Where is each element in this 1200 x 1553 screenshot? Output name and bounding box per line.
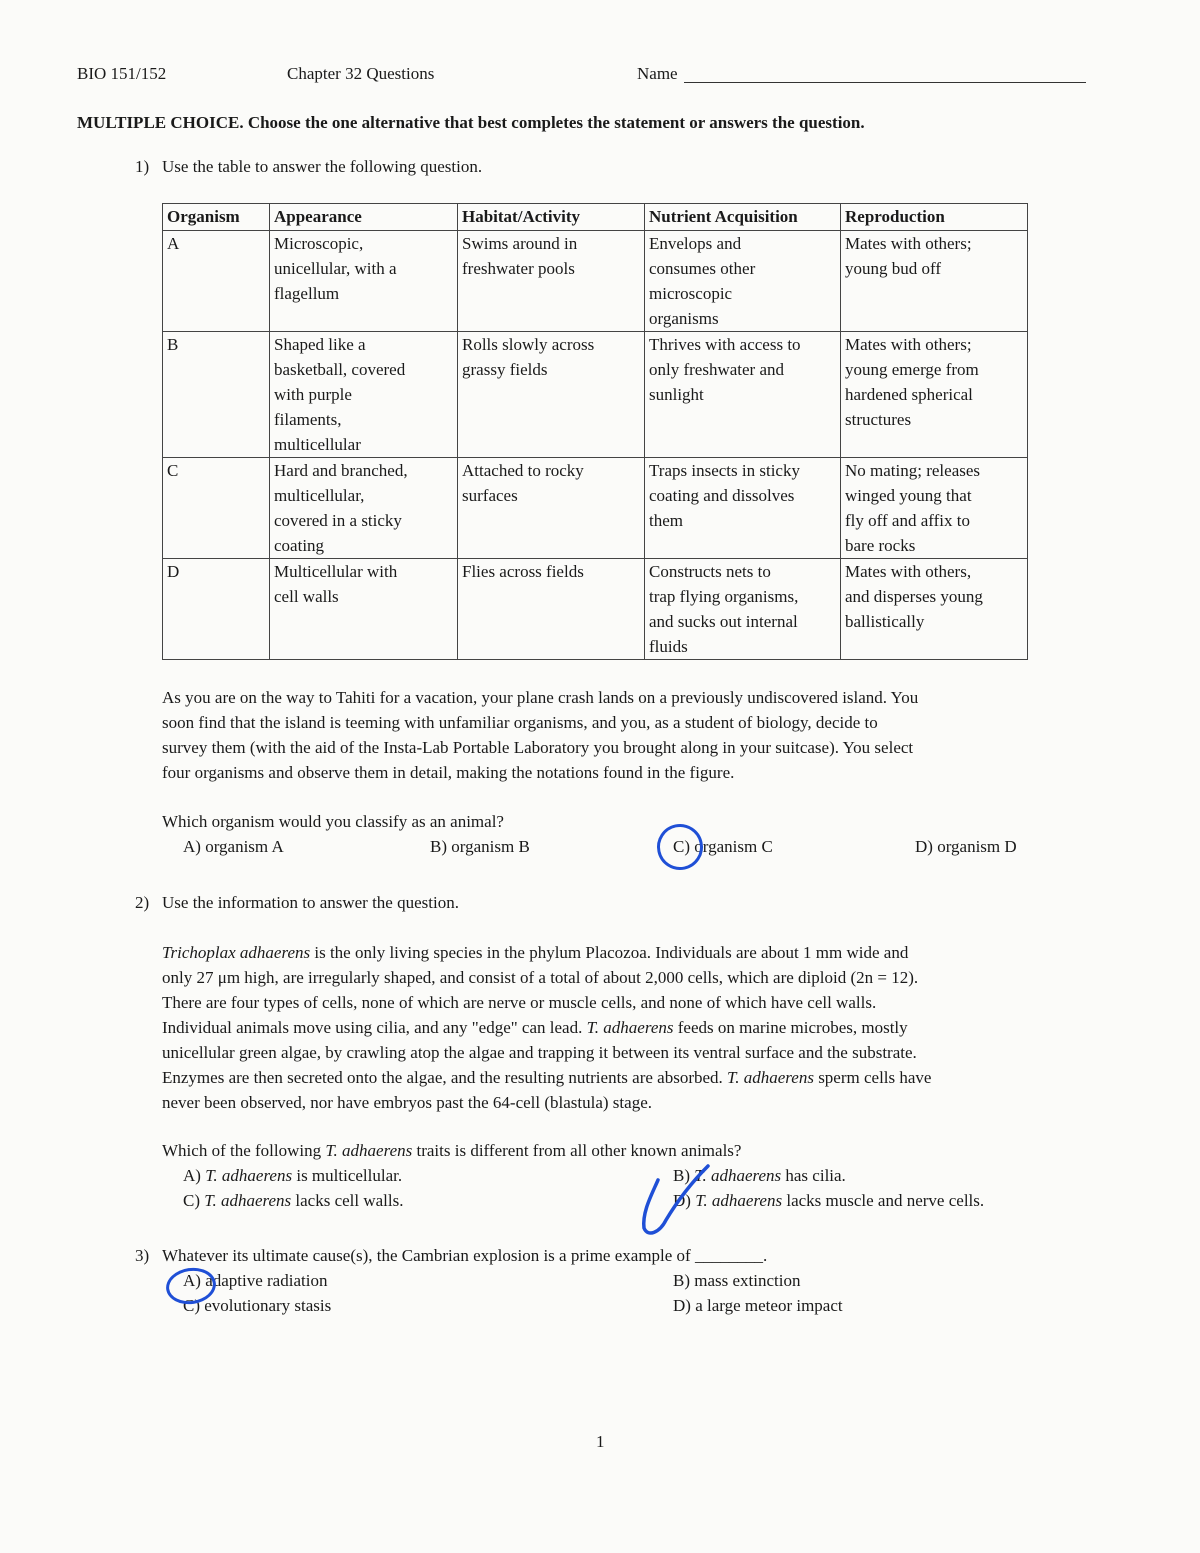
species-name: T. adhaerens	[204, 1191, 292, 1210]
option-letter: B)	[673, 1166, 695, 1185]
question-text: traits is different from all other known animals?	[412, 1141, 742, 1160]
q2-question	[162, 1141, 741, 1161]
table-cell: Thrives with access to only freshwater and sunlight	[645, 332, 841, 458]
table-cell: Microscopic, unicellular, with a flagellum	[270, 231, 458, 332]
passage-text: sperm cells have	[813, 1068, 932, 1087]
option-letter: C)	[183, 1191, 205, 1210]
table-cell: Mates with others; young emerge from hardened spherical structures	[841, 332, 1028, 458]
passage-line: unicellular green algae, by crawling atop the algae and trapping it between its ventral surface and the substrate.	[162, 1043, 917, 1062]
table-header-cell: Appearance	[270, 204, 458, 231]
species-name: T. adhaerens	[586, 1018, 674, 1037]
scenario-line: As you are on the way to Tahiti for a vacation, your plane crash lands on a previously undiscovered island. You	[162, 688, 919, 707]
scenario-line: four organisms and observe them in detail, making the notations found in the figure.	[162, 763, 735, 782]
instructions: MULTIPLE CHOICE. Choose the one alternative that best completes the statement or answers the question.	[77, 113, 865, 132]
question-text: Which of the following	[162, 1141, 326, 1160]
table-header-cell: Habitat/Activity	[458, 204, 645, 231]
q1-question: Which organism would you classify as an animal?	[162, 812, 504, 831]
species-name: Trichoplax adhaerens	[162, 943, 311, 962]
table-header-row	[163, 204, 1028, 231]
option-text: is multicellular.	[292, 1166, 403, 1185]
table-cell: Hard and branched, multicellular, covered in a sticky coating	[270, 458, 458, 559]
name-label: Name	[637, 64, 678, 83]
table-cell: Mates with others; young bud off	[841, 231, 1028, 332]
passage-line: never been observed, nor have embryos past the 64-cell (blastula) stage.	[162, 1093, 652, 1112]
table-header-cell: Reproduction	[841, 204, 1028, 231]
passage-line	[162, 940, 1112, 965]
q2-option-a[interactable]	[183, 1166, 402, 1186]
species-name: T. adhaerens	[695, 1191, 783, 1210]
table-cell: Envelops and consumes other microscopic organisms	[645, 231, 841, 332]
passage-line	[162, 1015, 1112, 1040]
q3-option-b[interactable]: B) mass extinction	[673, 1271, 801, 1290]
option-text: lacks cell walls.	[291, 1191, 404, 1210]
passage-text: feeds on marine microbes, mostly	[673, 1018, 908, 1037]
table-cell: Attached to rocky surfaces	[458, 458, 645, 559]
scenario-line: soon find that the island is teeming with unfamiliar organisms, and you, as a student of biology, decide to	[162, 713, 878, 732]
q2-prompt: Use the information to answer the question.	[162, 893, 459, 912]
table-cell: Rolls slowly across grassy fields	[458, 332, 645, 458]
q1-option-c[interactable]: C) organism C	[673, 837, 773, 856]
q1-number: 1)	[135, 157, 150, 176]
option-letter: D)	[673, 1191, 696, 1210]
passage-text: Individual animals move using cilia, and any "edge" can lead.	[162, 1018, 587, 1037]
table-cell: C	[163, 458, 270, 559]
q3-question: Whatever its ultimate cause(s), the Cambrian explosion is a prime example of ________.	[162, 1246, 768, 1265]
table-cell: B	[163, 332, 270, 458]
q3-option-c[interactable]: C) evolutionary stasis	[183, 1296, 332, 1315]
q2-number: 2)	[135, 893, 150, 912]
q1-option-d[interactable]: D) organism D	[915, 837, 1017, 856]
table-cell: Flies across fields	[458, 559, 645, 660]
q1-scenario	[162, 685, 1112, 785]
q1-option-b[interactable]: B) organism B	[430, 837, 530, 856]
answer-check-mark	[630, 1160, 720, 1245]
q2-passage	[162, 940, 1112, 1115]
option-text: has cilia.	[781, 1166, 846, 1185]
table-cell: Constructs nets to trap flying organisms, and sucks out internal fluids	[645, 559, 841, 660]
chapter-label: Chapter 32 Questions	[287, 64, 435, 83]
table-row	[163, 332, 1028, 458]
table-cell: Traps insects in sticky coating and dissolves them	[645, 458, 841, 559]
q3-option-d[interactable]: D) a large meteor impact	[673, 1296, 843, 1315]
table-header-cell: Organism	[163, 204, 270, 231]
option-text: lacks muscle and nerve cells.	[782, 1191, 985, 1210]
name-blank-line	[684, 82, 1086, 83]
table-cell: Shaped like a basketball, covered with purple filaments, multicellular	[270, 332, 458, 458]
scenario-line: survey them (with the aid of the Insta-Lab Portable Laboratory you brought along in your suitcase). You select	[162, 738, 914, 757]
species-name: T. adhaerens	[727, 1068, 814, 1087]
passage-line: There are four types of cells, none of which are nerve or muscle cells, and none of which have cell walls.	[162, 993, 877, 1012]
page-number: 1	[596, 1432, 605, 1451]
q2-option-c[interactable]	[183, 1191, 404, 1211]
species-name: T. adhaerens	[205, 1166, 293, 1185]
option-letter: A)	[183, 1166, 206, 1185]
q1-option-a[interactable]: A) organism A	[183, 837, 284, 856]
passage-text: is the only living species in the phylum Placozoa. Individuals are about 1 mm wide and	[310, 943, 909, 962]
passage-line	[162, 1065, 1112, 1090]
table-cell: Multicellular with cell walls	[270, 559, 458, 660]
q3-number: 3)	[135, 1246, 150, 1265]
table-cell: A	[163, 231, 270, 332]
q3-option-a[interactable]: A) adaptive radiation	[183, 1271, 328, 1290]
passage-text: Enzymes are then secreted onto the algae, and the resulting nutrients are absorbed.	[162, 1068, 728, 1087]
table-cell: Swims around in freshwater pools	[458, 231, 645, 332]
species-name: T. adhaerens	[325, 1141, 413, 1160]
table-row	[163, 458, 1028, 559]
table-row	[163, 559, 1028, 660]
course-label: BIO 151/152	[77, 64, 167, 83]
passage-line: only 27 μm high, are irregularly shaped, and consist of a total of about 2,000 cells, which are diploid (2n = 12).	[162, 968, 919, 987]
table-header-cell: Nutrient Acquisition	[645, 204, 841, 231]
table-row	[163, 231, 1028, 332]
table-cell: D	[163, 559, 270, 660]
table-cell: Mates with others, and disperses young ballistically	[841, 559, 1028, 660]
species-name: T. adhaerens	[694, 1166, 782, 1185]
organism-table	[162, 203, 1028, 660]
answer-circle-mark	[653, 820, 708, 875]
q1-prompt: Use the table to answer the following question.	[162, 157, 483, 176]
table-cell: No mating; releases winged young that fly off and affix to bare rocks	[841, 458, 1028, 559]
